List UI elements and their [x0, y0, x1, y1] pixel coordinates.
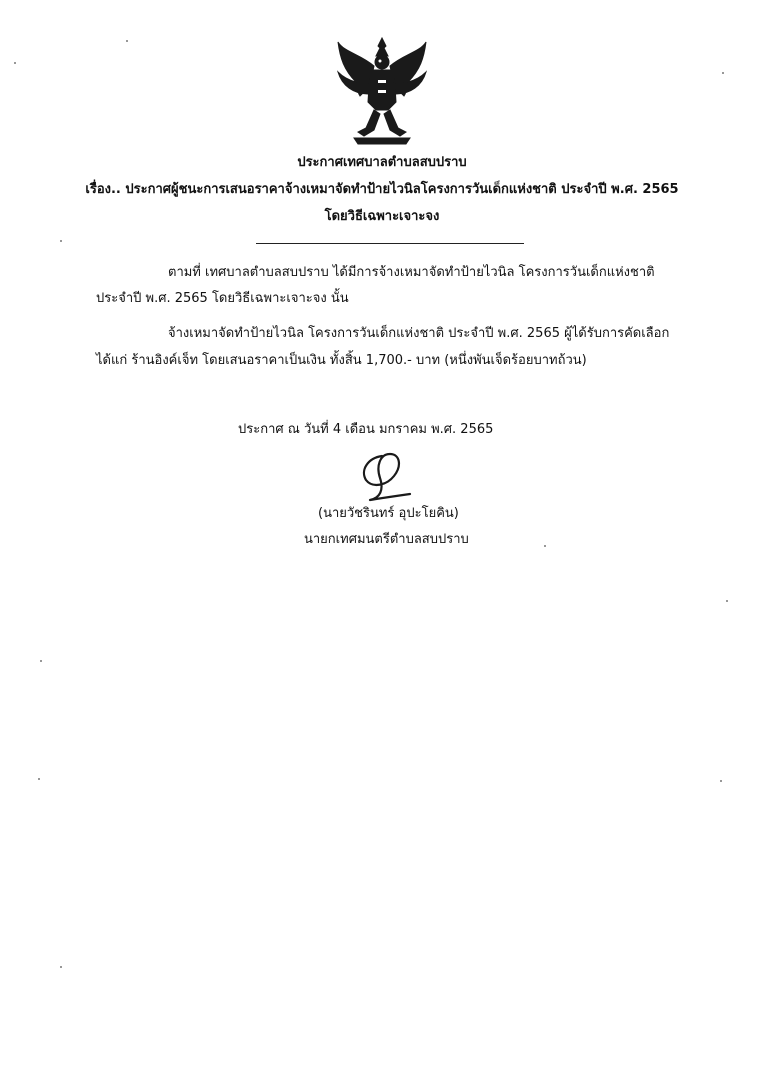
paragraph-2-line-1: จ้างเหมาจัดทำป้ายไวนิล โครงการวันเด็กแห่งชาติ ประจำปี พ.ศ. 2565 ผู้ได้รับการคัดเลือก	[168, 326, 670, 341]
scan-speck	[726, 600, 728, 602]
method-line: โดยวิธีเฉพาะเจาะจง	[324, 209, 440, 224]
signer-position: นายกเทศมนตรีตำบลสบปราบ	[304, 532, 469, 547]
scan-speck	[720, 780, 722, 782]
scan-speck	[544, 545, 546, 547]
title-divider	[256, 243, 524, 244]
scan-speck	[14, 62, 16, 64]
scan-speck	[60, 240, 62, 242]
paragraph-1-line-1: ตามที่ เทศบาลตำบลสบปราบ ได้มีการจ้างเหมาจัดทำป้ายไวนิล โครงการวันเด็กแห่งชาติ	[168, 265, 655, 280]
scan-speck	[60, 966, 62, 968]
announcement-date: ประกาศ ณ วันที่ 4 เดือน มกราคม พ.ศ. 2565	[238, 422, 494, 437]
handwritten-signature-icon	[352, 448, 428, 504]
scan-speck	[38, 778, 40, 780]
garuda-emblem-icon	[334, 36, 430, 148]
paragraph-2-line-2: ได้แก่ ร้านอิงค์เจ็ท โดยเสนอราคาเป็นเงิน ทั้งสิ้น 1,700.- บาท (หนึ่งพันเจ็ดร้อยบาทถ้วน)	[96, 353, 587, 368]
signer-name: (นายวัชรินทร์ อุปะโยคิน)	[318, 506, 459, 521]
scan-speck	[40, 660, 42, 662]
subject-line: เรื่อง.. ประกาศผู้ชนะการเสนอราคาจ้างเหมาจัดทำป้ายไวนิลโครงการวันเด็กแห่งชาติ ประจำปี พ.ศ. 2565	[85, 182, 679, 197]
scan-speck	[126, 40, 128, 42]
org-title: ประกาศเทศบาลตำบลสบปราบ	[297, 155, 467, 170]
scan-speck	[722, 72, 724, 74]
paragraph-1-line-2: ประจำปี พ.ศ. 2565 โดยวิธีเฉพาะเจาะจง นั้น	[96, 291, 349, 306]
